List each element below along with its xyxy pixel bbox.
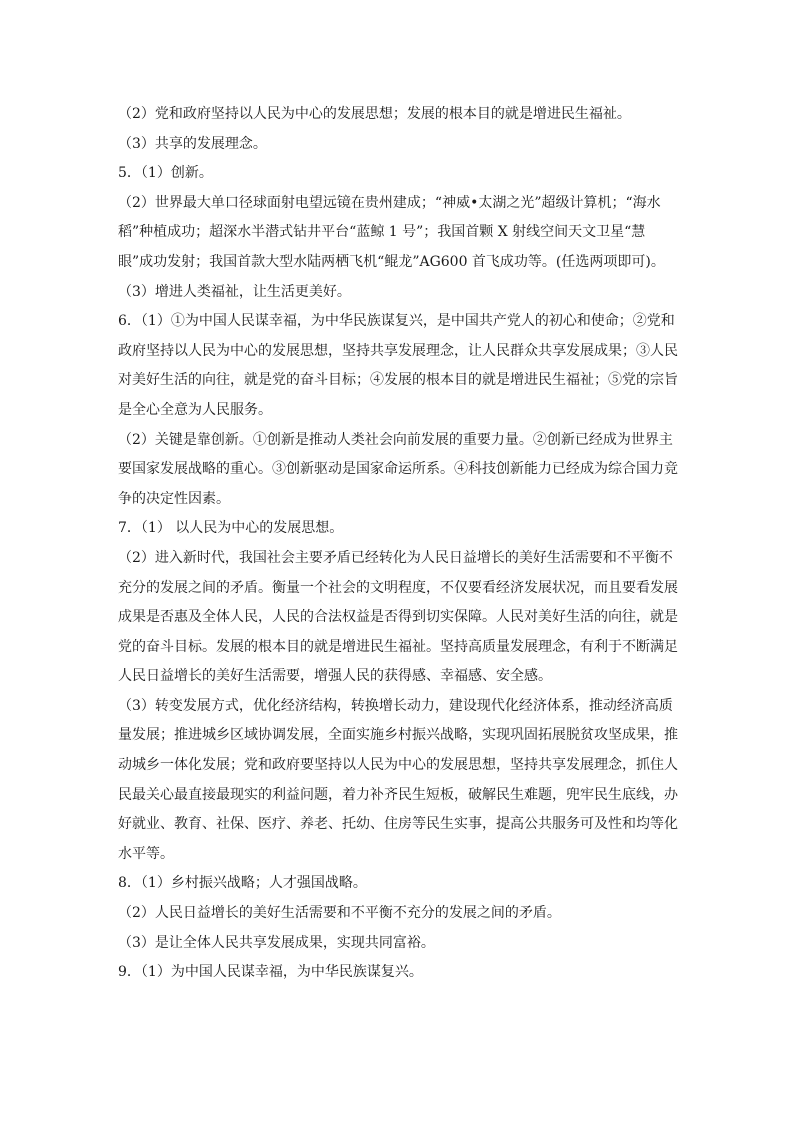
paragraph-q6-1: 6．（1）①为中国人民谋幸福，为中华民族谋复兴，是中国共产党人的初心和使命；②党和政府坚持以人民为中心的发展思想，坚持共享发展理念，让人民群众共享发展成果；③人民对美好生活的向往，就是党的奋斗目标；④发展的根本目的就是增进民生福祉；⑤党的宗旨是全心全意为人民服务。 — [118, 313, 678, 418]
paragraph-q5-1: 5．（1）创新。 — [118, 165, 213, 182]
paragraph-q7-2: （2）进入新时代，我国社会主要矛盾已经转化为人民日益增长的美好生活需要和不平衡不充分的发展之间的矛盾。衡量一个社会的文明程度，不仅要看经济发展状况，而且要看发展成果是否惠及全体人民，人民的合法权益是否得到切实保障。人民对美好生活的向往，就是党的奋斗目标。发展的根本目的就是增进民生福祉。坚持高质量发展理念，有利于不断满足人民日益增长的美好生活需要，增强人民的获得感、幸福感、安全感。 — [118, 549, 678, 685]
paragraph-q6-2: （2）关键是靠创新。①创新是推动人类社会向前发展的重要力量。②创新已经成为世界主要国家发展战略的重心。③创新驱动是国家命运所系。④科技创新能力已经成为综合国力竞争的决定性因素。 — [118, 431, 678, 507]
answer-text-body — [118, 100, 678, 988]
paragraph-q9-1: 9．（1）为中国人民谋幸福，为中华民族谋复兴。 — [118, 964, 423, 981]
paragraph-q8-3: （3）是让全体人民共享发展成果，实现共同富裕。 — [118, 934, 435, 951]
paragraph-q5-2: （2）世界最大单口径球面射电望远镜在贵州建成；“神威•太湖之光”超级计算机；“海水稻”种植成功；超深水半潜式钻井平台“蓝鲸 1 号”；我国首颗 X 射线空间天文卫星“慧眼”成功发射；我国首款大型水陆两栖飞机“鲲龙”AG600 首飞成功等。(任选两项即可)。 — [118, 194, 665, 270]
paragraph-q4-3: （3）共享的发展理念。 — [118, 135, 267, 152]
paragraph-q8-2: （2）人民日益增长的美好生活需要和不平衡不充分的发展之间的矛盾。 — [118, 905, 561, 922]
paragraph-q5-3: （3）增进人类福祉，让生活更美好。 — [118, 283, 351, 300]
paragraph-q7-3: （3）转变发展方式，优化经济结构，转换增长动力，建设现代化经济体系，推动经济高质量发展；推进城乡区域协调发展，全面实施乡村振兴战略，实现巩固拓展脱贫攻坚成果，推动城乡一体化发展；党和政府要坚持以人民为中心的发展思想，坚持共享发展理念，抓住人民最关心最直接最现实的利益问题，着力补齐民生短板，破解民生难题，兜牢民生底线，办好就业、教育、社保、医疗、养老、托幼、住房等民生实事，提高公共服务可及性和均等化水平等。 — [118, 697, 678, 862]
paragraph-q7-1: 7．（1） 以人民为中心的发展思想。 — [118, 520, 344, 537]
paragraph-q8-1: 8．（1）乡村振兴战略；人才强国战略。 — [118, 875, 367, 892]
paragraph-q4-2: （2）党和政府坚持以人民为中心的发展思想；发展的根本目的就是增进民生福祉。 — [118, 106, 631, 122]
